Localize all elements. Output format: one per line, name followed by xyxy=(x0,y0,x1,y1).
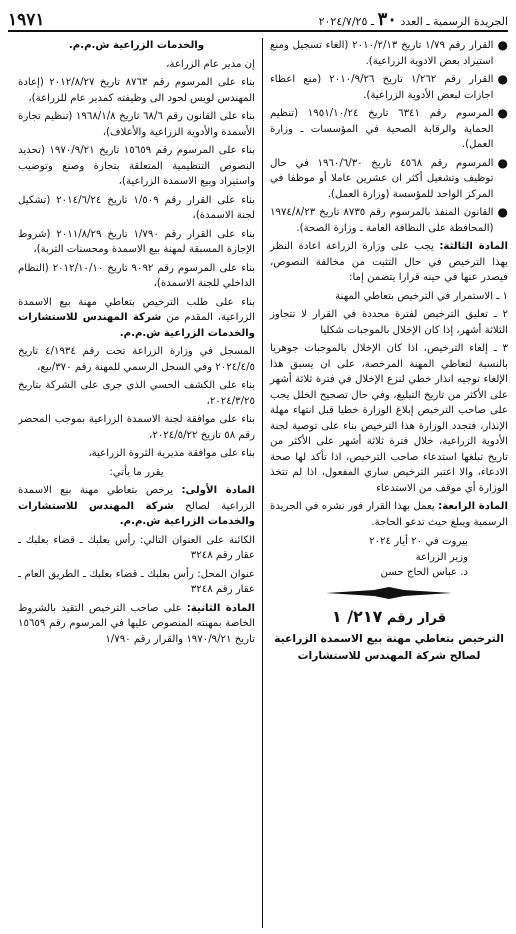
page-number: ١٩٧١ xyxy=(8,10,45,30)
signature-name: د. عباس الحاج حسن xyxy=(380,567,468,578)
decision-num: ٢١٧/ ١ xyxy=(331,606,383,626)
article-text: يجب على وزارة الزراعة اعادة النظر بهذا الترخيص في حال التثبت من مخالفة النصوص، فيصدر عنها في حينه قرارا يتضمن إما: xyxy=(270,241,508,283)
bullet-text: المرسوم رقم ٤٥٦٨ تاريخ ١٩٦٠/٦/٣٠ في حال توظيف وتشغيل أكثر ان عشرين عاملا أو موظفا في المركز الواحد للمؤسسة (وزارة العمل). xyxy=(270,157,494,200)
list-item xyxy=(270,106,508,153)
columns xyxy=(8,38,508,928)
registration-paragraph: المسجل في وزارة الزراعة تحت رقم ٤/١٩٣٤ تاريخ ٢٠٢٤/٤/٥ وفي السجل الرسمي للمهنة رقم ٣٧٠/بيع، xyxy=(18,346,255,373)
decision-number xyxy=(270,605,508,629)
decision-title xyxy=(270,631,508,664)
committee-paragraph: بناء على موافقة لجنة الاسمدة الزراعية بموجب المحضر رقم ٥٨ تاريخ ٢٠٢٤/٥/٢٢، xyxy=(18,414,255,441)
list-item xyxy=(270,156,508,203)
option-three: ٣ ـ إلغاء الترخيص، اذا كان الإخلال بالموجبات جوهريا بالنسبة لتعاطي المهنة المرخصة، على ان يسبق هذا الإلغاء توجيه انذار خطي لنزع الإخلال في فترة ثلاثة أشهر على الأكثر من تاريخ التبليغ، وفي حال تصحيح الخلل يجب على صاحب الترخيص إبلاغ الوزارة خطيا قبل انتهاء مهلة الإنذار، فتجدد الوزارة هذا الترخيص بناء على توصية لجنة الأدوية الزراعية، خلال فترة ثلاثة أشهر على الأكثر من تاريخ تبلغها استدعاء صاحب الترخيص، اذا تأكد لها صحة الادعاء، والا اعتبر الترخيص ساري المفعول، اذا لم تتخذ الوزارة أي موقف من الاستدعاء xyxy=(270,343,508,494)
bullet-icon: ● xyxy=(497,155,508,170)
list-item xyxy=(270,38,508,69)
option-two: ٢ ـ تعليق الترخيص لفترة محددة في القرار لا تتجاوز الثلاثة أشهر، إذا كان الإخلال بالموجبات شكليا xyxy=(270,309,508,336)
right-column xyxy=(263,38,508,928)
decision-label: قرار رقم xyxy=(386,610,447,626)
bullet-icon: ● xyxy=(497,106,508,120)
list-item xyxy=(270,72,508,103)
divider-ornament-icon xyxy=(270,587,508,599)
left-column xyxy=(18,38,263,928)
article-label: المادة الثانية: xyxy=(186,602,255,614)
decision-title-line: لصالح شركة المهندس للاستشارات xyxy=(297,648,481,662)
company-name: شركة المهندس للاستشارات والخدمات الزراعية ش.م.م. xyxy=(18,500,255,527)
paragraph: بناء على المرسوم رقم ١٥٦٥٩ تاريخ ١٩٧٠/٩/٢١ (تحديد النصوص التنظيمية المتعلقة بتجارة وصنع وتوضيب واستيراد وبيع الاسمدة الزراعية)، xyxy=(18,145,255,187)
signature-place-date: بيروت في ٢٠ أيار ٢٠٢٤ xyxy=(369,536,468,547)
directorate-paragraph: بناء على موافقة مديرية الثروة الزراعية، xyxy=(88,448,255,459)
list-item xyxy=(270,205,508,236)
article-three xyxy=(270,239,508,286)
page-header xyxy=(8,4,508,32)
bullet-text: المرسوم رقم ٦٣٤١ تاريخ ١٩٥١/١٠/٢٤ (تنظيم الحماية والرقابة الصحية في المؤسسات ـ وزارة العمل). xyxy=(270,108,494,150)
paragraph: بناء على القرار رقم ١/٧٩٠ تاريخ ٢٠١١/٨/٢٩ (شروط الإجازة المسبقة لمهنة بيع الاسمدة ومحسنات التربة)، xyxy=(18,228,255,255)
bullet-text: القرار رقم ١/٧٩ تاريخ ٢٠١٠/٢/١٣ (الغاء تسجيل ومنع استيراد بعض الادوية الزراعية). xyxy=(270,40,494,67)
decides-line: يقرر ما يأتي: xyxy=(109,466,164,478)
decision-title-line: الترخيص بتعاطي مهنة بيع الاسمدة الزراعية xyxy=(274,631,504,645)
article-text: يعمل بهذا القرار فور نشره في الجريدة الرسمية ويبلغ حيث تدعو الحاجة. xyxy=(270,501,508,528)
section-title: والخدمات الزراعية ش.م.م. xyxy=(68,40,205,51)
bullet-text: القرار رقم ١/٢٦٢ تاريخ ٢٠١٠/٩/٢٦ (منع اعطاء اجازات لبعض الأدوية الزراعية). xyxy=(270,74,494,101)
article-label: المادة الأولى: xyxy=(181,485,255,496)
bullet-text: القانون المنفذ بالمرسوم رقم ٨٧٣٥ تاريخ ١٩٧٤/٨/٢٣ (المحافظة على النظافة العامة ـ وزارة الصحة). xyxy=(270,207,494,234)
article-text: يرخص بتعاطي مهنة بيع الاسمدة الزراعية لصالح xyxy=(18,485,255,512)
request-paragraph xyxy=(18,295,255,342)
issue-number: ٣٠ xyxy=(377,9,397,30)
paragraph: إن مدير عام الزراعة، xyxy=(166,58,255,70)
paragraph: بناء على القانون رقم ٦٨/٦ تاريخ ١٩٦٨/١/٨ (تنظيم تجارة الأسمدة والأدوية الزراعية والأعلاف)، xyxy=(18,111,255,138)
paragraph: بناء على المرسوم رقم ٨٧٦٣ تاريخ ٢٠١٢/٨/٢٧ (إعادة المهندس لويس لحود الى وظيفته كمدير عام للزراعة)، xyxy=(18,77,255,104)
option-one: ١ ـ الاستمرار في الترخيص بتعاطي المهنة xyxy=(335,290,508,302)
signature-title: وزير الزراعة xyxy=(415,551,468,563)
article-four xyxy=(270,499,508,530)
paragraph: بناء على المرسوم رقم ٩٠٩٢ تاريخ ٢٠١٢/١٠/١٠ (النظام الداخلي للجنة الاسمدة)، xyxy=(18,262,256,289)
article-label: المادة الرابعة: xyxy=(438,501,508,512)
article-text: على صاحب الترخيص التقيد بالشروط الخاصة بمهنته المنصوص عليها في المرسوم رقم ١٥٦٥٩ تاريخ ١٩٧٠/٩/٢١ والقرار رقم ١/٧٩٠ xyxy=(18,602,255,645)
paragraph: بناء على القرار رقم ١/٥٠٩ تاريخ ٢٠١٤/٦/٢٤ (تشكيل لجنة الاسمدة)، xyxy=(18,194,256,221)
article-label: المادة الثالثة: xyxy=(439,241,508,252)
issue-date: ـ ٢٠٢٤/٧/٢٥ xyxy=(318,15,375,28)
bullet-icon: ● xyxy=(497,205,508,219)
bullet-icon: ● xyxy=(497,38,508,52)
article-two xyxy=(18,601,255,648)
signature-block xyxy=(270,534,508,581)
shop-address-line: عنوان المحل: رأس بعلبك ـ قضاء بعلبك ـ الطريق العام ـ عقار رقم ٣٢٤٨ xyxy=(18,568,255,595)
gazette-name: الجريدة الرسمية ـ العدد xyxy=(400,15,508,28)
article-one xyxy=(18,483,255,530)
gazette-title xyxy=(319,9,508,30)
inspection-paragraph: بناء على الكشف الحسي الذي جرى على الشركة بتاريخ ٢٠٢٤/٣/٢٥، xyxy=(18,380,255,407)
address-line: الكائنة على العنوان التالي: رأس بعلبك ـ قضاء بعلبك ـ عقار رقم ٣٢٤٨ xyxy=(18,534,255,561)
request-text: بناء على طلب الترخيص بتعاطي مهنة بيع الاسمدة الزراعية، المقدم من xyxy=(18,296,255,323)
company-name: شركة المهندس للاستشارات والخدمات الزراعية ش.م.م. xyxy=(18,312,255,339)
bullet-icon: ● xyxy=(497,72,508,86)
